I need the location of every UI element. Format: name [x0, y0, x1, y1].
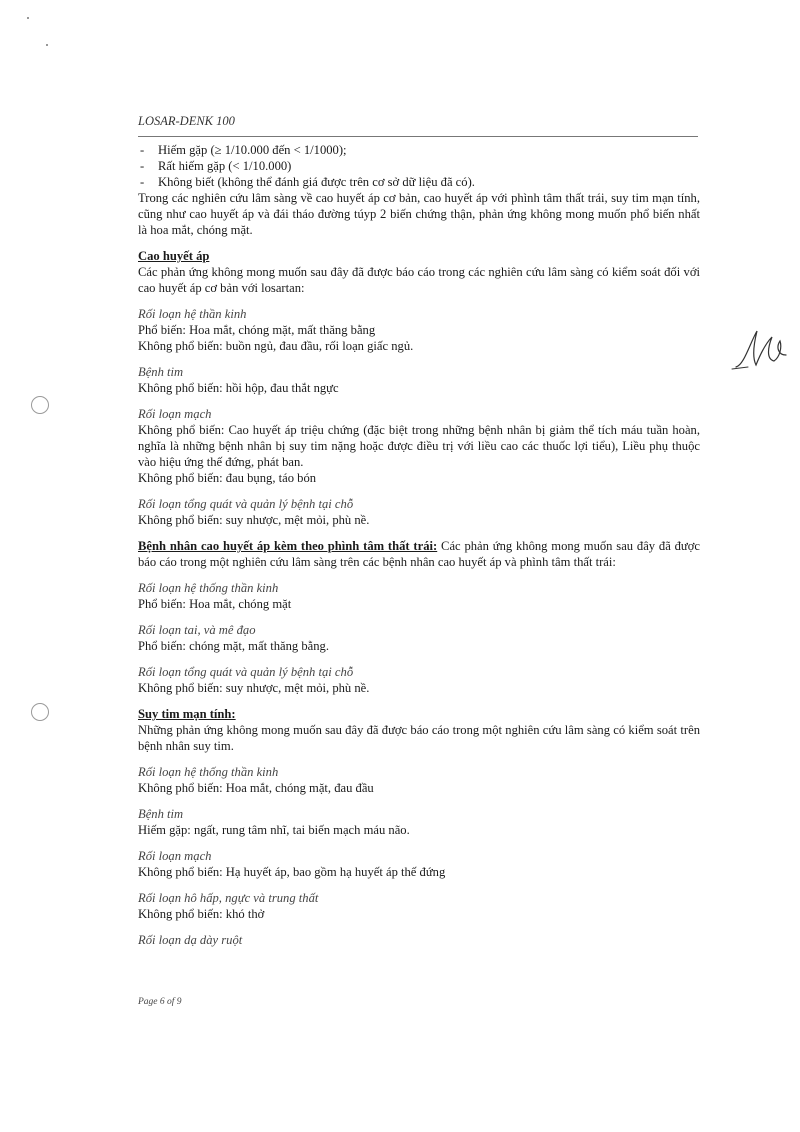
section-title-heart-failure: Suy tim mạn tính:	[138, 707, 236, 721]
effect-line: Không phổ biến: buồn ngủ, đau đầu, rối loạn giấc ngủ.	[138, 339, 414, 353]
effect-line: Không phổ biến: hồi hộp, đau thắt ngực	[138, 381, 339, 395]
subsection-heading: Rối loạn tổng quát và quản lý bệnh tại chỗ	[138, 497, 354, 511]
effect-line: Phổ biến: Hoa mắt, chóng mặt, mất thăng bằng	[138, 323, 376, 337]
subsection-heading: Rối loạn hệ thống thần kinh	[138, 581, 279, 595]
header-rule	[138, 136, 698, 137]
subsection-heading: Rối loạn tổng quát và quản lý bệnh tại chỗ	[138, 665, 354, 679]
effect-line: Không phổ biến: Cao huyết áp triệu chứng (đặc biệt trong những bệnh nhân bị giảm thể tích máu tuần hoàn, nghĩa là những bệnh nhân bị suy tim nặng hoặc được điều trị với liều cao các thuốc lợi tiểu), Liều phụ thuộc vào hiệu ứng thế đứng, phát ban.	[138, 423, 700, 469]
effect-line: Không phổ biến: suy nhược, mệt mỏi, phù nề.	[138, 681, 370, 695]
scan-speck	[46, 44, 48, 46]
section-lvh	[138, 538, 700, 570]
section-intro: Các phản ứng không mong muốn sau đây đã được báo cáo trong một nghiên cứu lâm sàng trên các bệnh nhân cao huyết áp và phình tâm thất trái:	[138, 539, 700, 569]
frequency-text: Rất hiếm gặp (< 1/10.000)	[158, 159, 292, 173]
effect-line: Không phổ biến: Hạ huyết áp, bao gồm hạ huyết áp thế đứng	[138, 865, 446, 879]
subsection-heading: Rối loạn hô hấp, ngực và trung thất	[138, 891, 319, 905]
subsection-heading: Rối loạn tai, và mê đạo	[138, 623, 256, 637]
document-body	[138, 142, 700, 948]
effect-line: Không phổ biến: Hoa mắt, chóng mặt, đau đầu	[138, 781, 374, 795]
frequency-item: - Rất hiếm gặp (< 1/10.000)	[140, 159, 292, 173]
subsection-heading: Rối loạn dạ dày ruột	[138, 933, 243, 947]
frequency-text: Hiếm gặp (≥ 1/10.000 đến < 1/1000);	[158, 143, 347, 157]
subsection-heading: Bệnh tim	[138, 365, 184, 379]
subsection-heading: Rối loạn hệ thần kinh	[138, 307, 247, 321]
frequency-text: Không biết (không thể đánh giá được trên cơ sở dữ liệu đã có).	[158, 175, 475, 189]
punch-hole-icon	[31, 703, 49, 721]
scan-speck	[27, 17, 29, 19]
section-intro: Các phản ứng không mong muốn sau đây đã được báo cáo trong các nghiên cứu lâm sàng có kiểm soát đối với cao huyết áp cơ bản với losartan:	[138, 265, 700, 295]
effect-line: Không phổ biến: suy nhược, mệt mỏi, phù nề.	[138, 513, 370, 527]
subsection-heading: Rối loạn hệ thống thần kinh	[138, 765, 279, 779]
document-header: LOSAR-DENK 100	[138, 114, 235, 128]
effect-line: Hiếm gặp: ngất, rung tâm nhĩ, tai biến mạch máu não.	[138, 823, 410, 837]
frequency-item: - Không biết (không thể đánh giá được trên cơ sở dữ liệu đã có).	[140, 175, 475, 189]
subsection-heading: Bệnh tim	[138, 807, 184, 821]
subsection-heading: Rối loạn mạch	[138, 407, 212, 421]
effect-line: Không phổ biến: khó thở	[138, 907, 265, 921]
intro-paragraph: Trong các nghiên cứu lâm sàng về cao huyết áp cơ bản, cao huyết áp với phình tâm thất trái, suy tim mạn tính, cũng như cao huyết áp và đái tháo đường túyp 2 biến chứng thận, phản ứng không mong muốn phổ biến nhất là hoa mắt, chóng mặt.	[138, 191, 700, 237]
effect-line: Phổ biến: Hoa mắt, chóng mặt	[138, 597, 292, 611]
section-title-hypertension: Cao huyết áp	[138, 249, 210, 263]
subsection-heading: Rối loạn mạch	[138, 849, 212, 863]
signature-icon	[730, 325, 790, 375]
punch-hole-icon	[31, 396, 49, 414]
effect-line: Phổ biến: chóng mặt, mất thăng bằng.	[138, 639, 329, 653]
effect-line: Không phổ biến: đau bụng, táo bón	[138, 471, 317, 485]
page-number: Page 6 of 9	[138, 997, 182, 1007]
section-intro: Những phản ứng không mong muốn sau đây đã được báo cáo trong một nghiên cứu lâm sàng có kiểm soát trên bệnh nhân suy tim.	[138, 723, 700, 753]
frequency-item: - Hiếm gặp (≥ 1/10.000 đến < 1/1000);	[140, 143, 347, 157]
section-title-lvh: Bệnh nhân cao huyết áp kèm theo phình tâm thất trái:	[138, 539, 438, 553]
